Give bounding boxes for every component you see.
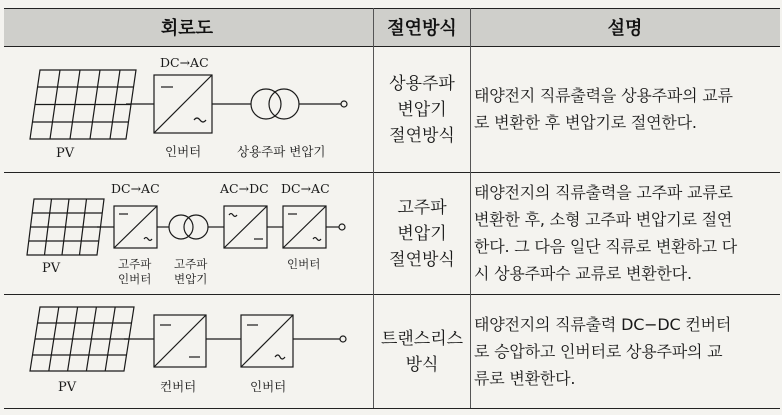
row2-hf-transformer-label-2: 변압기: [174, 272, 208, 286]
row2-method-line: 고주파: [397, 197, 447, 218]
transformer-icon: [251, 89, 299, 119]
row3-desc-line: 태양전지의 직류출력 DC−DC 컨버터: [474, 315, 732, 334]
row1-transformer-label: 상용주파 변압기: [237, 144, 326, 159]
row2-inverter-label: 인버터: [287, 257, 321, 271]
pv-panel-icon: [30, 307, 134, 371]
row3-converter-label: 컨버터: [160, 379, 197, 394]
table-bottom-rule: [4, 408, 780, 409]
header-method: 절연방식: [387, 18, 457, 39]
output-terminal-icon: [340, 336, 346, 342]
row1-method-line: 상용주파: [389, 73, 455, 94]
row2-method-line: 절연방식: [389, 249, 455, 270]
row3-pv-label: PV: [58, 380, 77, 395]
inverter-icon: [154, 75, 212, 133]
column-divider-2: [470, 8, 471, 408]
row2-description: [474, 179, 779, 287]
row1-inverter-label: 인버터: [165, 144, 202, 159]
row1-dcac-label: DC→AC: [160, 55, 209, 70]
row3-method-line: 트랜스리스: [380, 328, 464, 349]
hf-transformer-icon: [169, 215, 208, 239]
rectifier-icon: [224, 206, 267, 248]
row3-circuit-diagram: [4, 295, 370, 408]
pv-panel-icon: [27, 199, 104, 255]
row2-method-line: 변압기: [397, 223, 447, 244]
inverter-icon: [241, 315, 293, 367]
row1-method-line: 변압기: [397, 99, 447, 120]
row1-desc-line: 태양전지 직류출력을 상용주파의 교류: [474, 86, 733, 105]
row2-desc-line: 시 상용주파수 교류로 변환한다.: [474, 264, 692, 283]
row2-circuit-diagram: [4, 173, 370, 294]
row2-acdc-label: AC→DC: [220, 181, 269, 196]
header-circuit: 회로도: [160, 18, 214, 39]
row1-pv-label: PV: [56, 146, 75, 161]
row1-description: [474, 82, 779, 136]
row2-method: [375, 173, 469, 294]
row2-hf-inverter-label-2: 인버터: [118, 272, 152, 286]
row3-inverter-label: 인버터: [250, 379, 287, 394]
converter-icon: [154, 315, 206, 367]
row1-desc-line: 로 변환한 후 변압기로 절연한다.: [474, 113, 697, 132]
row3-description: [474, 311, 779, 392]
row2-dcac1-label: DC→AC: [111, 181, 160, 196]
pv-panel-icon: [30, 70, 136, 139]
row2-desc-line: 변환한 후, 소형 고주파 변압기로 절연: [474, 210, 733, 229]
row2-desc-line: 태양전지의 직류출력을 고주파 교류로: [474, 183, 733, 202]
row2-pv-label: PV: [42, 261, 61, 276]
row2-hf-transformer-label-1: 고주파: [174, 257, 208, 271]
inverter-icon: [283, 206, 326, 248]
row3-desc-line: 로 승압하고 인버터로 상용주파의 교: [474, 342, 723, 361]
row1-method: [375, 47, 469, 172]
row3-method-line: 방식: [405, 354, 439, 375]
header-description: 설명: [607, 18, 643, 39]
row3-method: [375, 295, 469, 408]
output-terminal-icon: [341, 101, 347, 107]
row2-hf-inverter-label-1: 고주파: [118, 257, 152, 271]
row2-desc-line: 한다. 그 다음 일단 직류로 변환하고 다: [474, 237, 738, 256]
row1-method-line: 절연방식: [389, 125, 455, 146]
row2-dcac2-label: DC→AC: [281, 181, 330, 196]
row1-circuit-diagram: [4, 47, 370, 172]
table-top-rule: [4, 8, 780, 9]
column-divider-1: [373, 8, 374, 408]
output-terminal-icon: [339, 224, 345, 230]
hf-inverter-icon: [114, 206, 157, 248]
row3-desc-line: 류로 변환한다.: [474, 369, 576, 388]
